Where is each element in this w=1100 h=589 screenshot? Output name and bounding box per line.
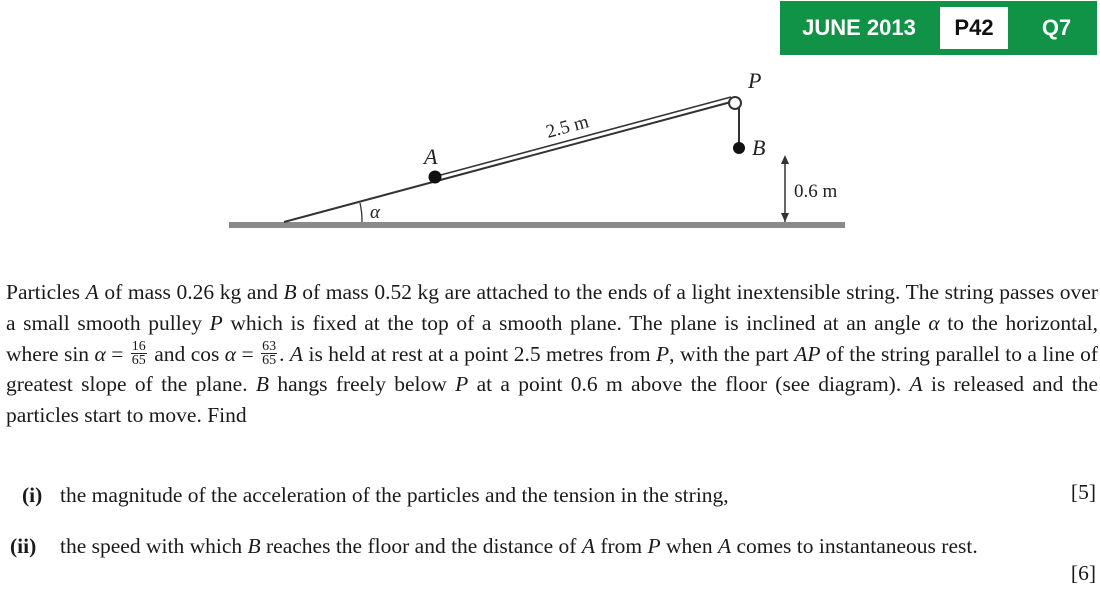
question-stem: Particles A of mass 0.26 kg and B of mass 0.52 kg are attached to the ends of a light inextensible string. The string passes over a small smooth pulley P which is fixed at the top of a smooth plane. The plane is inclined at an angle α to the horizontal, where sin α = $\frac{16}{65}$ and cos α = $\frac{63}{65}$ . A is held at rest at a point 2.5 metres from P, with the part AP of the string parallel to a line of greatest slope of the plane. B hangs freely below P at a point 0.6 m above the floor (see diagram). A is released and the particles start to move. Find — [6, 280, 1099, 428]
pulley-label: P — [748, 68, 762, 93]
particle-a — [429, 171, 442, 184]
part-ii-marks: [6] — [1070, 561, 1096, 585]
part-ii-label: (ii) — [10, 534, 37, 558]
part-i-label: (i) — [22, 483, 43, 507]
floor — [229, 222, 845, 228]
part-i-text: the magnitude of the acceleration of the particles and the tension in the string, — [60, 483, 729, 507]
pulley — [729, 97, 741, 109]
string-ap — [437, 97, 731, 176]
string-length-label: 2.5 m — [543, 111, 592, 143]
question-number-label: Q7 — [1041, 15, 1072, 40]
particle-a-label: A — [424, 144, 438, 169]
exam-session-label: JUNE 2013 — [802, 15, 916, 40]
inclined-plane-diagram — [0, 0, 1100, 270]
part-i-marks: [5] — [1070, 480, 1096, 504]
sin-fraction: $\frac{16}{65}$ — [131, 339, 146, 369]
height-label: 0.6 m — [794, 181, 838, 202]
part-ii-text: the speed with which B reaches the floor and the distance of A from P when A comes to instantaneous rest. — [60, 534, 978, 558]
particle-b-label: B — [752, 135, 766, 160]
paper-code-label: P42 — [940, 7, 1008, 49]
angle-label: α — [370, 202, 380, 223]
cos-fraction: $\frac{63}{65}$ — [262, 339, 277, 369]
angle-arc — [360, 203, 362, 222]
particle-b — [733, 142, 745, 154]
